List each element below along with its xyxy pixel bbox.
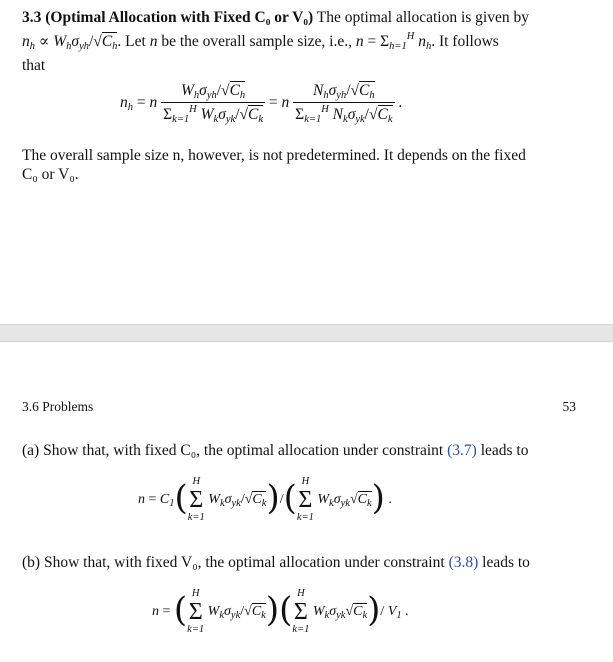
running-head: 3.6 Problems (22, 399, 94, 414)
problem-b-text-2: leads to (482, 554, 530, 571)
page-separator (0, 324, 613, 342)
problem-a-text-1: Show that, with fixed C₀, the optimal allocation under constraint (43, 442, 444, 459)
problem-a-text-2: leads to (480, 442, 529, 459)
paragraph-2 (22, 146, 578, 184)
fraction-n: $\frac{N_h\sigma_{yh}/√C_h}{\Sigma_{k=1}^H N_k\sigma_{yk}/√C_k}$ (295, 82, 393, 125)
line-that: that (22, 57, 46, 74)
fraction-w: $\frac{W_h\sigma_{yh}/√C_h}{\Sigma_{k=1}^H W_k\sigma_{yk}/√C_k}$ (163, 82, 264, 125)
problem-b-statement (22, 553, 578, 572)
problem-a-equation: $n = C_1$( H Σ k=1 $W_k\sigma_{yk}/√C_k)/$( H Σ k=1 $W_k\sigma_{yk}√C_k$) . (138, 476, 392, 523)
para2-line1: The overall sample size n, however, is not predetermined. It depends on the fixed (22, 147, 526, 164)
problem-b-equation: n = ( H Σ k=1 $W_k\sigma_{yk}/√C_k$)( H Σ k=1 $W_k\sigma_{yk}√C_k)/$ $V_1$ . (152, 588, 409, 635)
allocation-equation: $n_h = n$ $\frac{W_h\sigma_{yh}/√C_h}{\Sigma_{k=1}^H W_k\sigma_{yk}/√C_k}$ = n $\frac{N_h\sigma_{yh}/√C_h}{\Sigma_{k=1}^H N_k\sigma_{yk}/√C_k}$ . (120, 82, 403, 125)
section-number: 3.3 (22, 9, 42, 26)
top-page (0, 0, 613, 322)
para2-line2: C₀ or V₀. (22, 166, 79, 183)
problem-b-label: (b) (22, 554, 41, 571)
problem-a-label: (a) (22, 442, 40, 459)
page-number: 53 (562, 399, 576, 414)
intro-text: The optimal allocation is given by (316, 9, 529, 26)
equation-ref-3-7[interactable]: (3.7) (447, 442, 477, 459)
section-title: (Optimal Allocation with Fixed C₀ or V₀) (45, 9, 314, 26)
proportionality-line: $n_h \propto W_h\sigma_{yh}/√C_h$. Let n be the overall sample size, i.e., $n = \Sigma_{h=1}^H$ $n_h$. It follows (22, 31, 499, 52)
section-paragraph (22, 8, 578, 75)
problem-b-text-1: Show that, with fixed V₀, the optimal allocation under constraint (43, 554, 445, 571)
bottom-page (0, 342, 613, 662)
problem-a-statement (22, 441, 578, 460)
equation-ref-3-8[interactable]: (3.8) (448, 554, 479, 571)
